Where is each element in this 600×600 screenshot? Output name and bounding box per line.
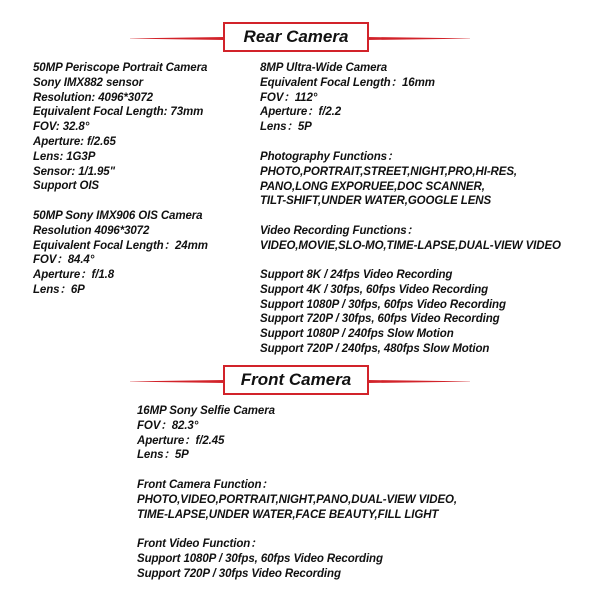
spec-line: Equivalent Focal Length：24mm	[33, 239, 208, 252]
spec-line: PANO,LONG EXPORUEE,DOC SCANNER,	[260, 180, 485, 193]
spec-line: PHOTO,PORTRAIT,STREET,NIGHT,PRO,HI-RES,	[260, 165, 517, 178]
spec-line: Support OIS	[33, 180, 99, 193]
rear-camera-banner	[0, 22, 600, 54]
spec-line: Aperture：f/2.2	[260, 106, 342, 119]
spec-line: Aperture：f/1.8	[33, 269, 115, 282]
photography-functions	[260, 150, 517, 209]
banner-right-rule	[367, 37, 470, 40]
banner-right-rule	[367, 380, 470, 383]
spec-line: Lens：5P	[260, 121, 312, 134]
spec-line: FOV：112°	[260, 91, 318, 104]
spec-line: FOV：84.4°	[33, 254, 95, 267]
spec-line: Aperture：f/2.45	[137, 434, 225, 447]
spec-line: Sensor: 1/1.95"	[33, 165, 115, 178]
banner-left-rule	[130, 380, 225, 383]
front-camera-title-box	[223, 365, 369, 395]
section-heading: Photography Functions：	[260, 151, 399, 163]
periscope-camera-specs	[33, 61, 207, 194]
spec-line: Support 720P / 30fps, 60fps Video Recording	[260, 313, 500, 326]
section-heading: Video Recording Functions：	[260, 225, 418, 237]
spec-line: 50MP Sony IMX906 OIS Camera	[33, 210, 203, 222]
front-camera-title: Front Camera	[240, 370, 352, 389]
spec-line: 50MP Periscope Portrait Camera	[33, 62, 208, 74]
spec-line: Equivalent Focal Length：16mm	[260, 76, 435, 89]
front-video-functions	[137, 537, 383, 581]
spec-line: 16MP Sony Selfie Camera	[137, 405, 275, 417]
spec-line: Support 720P / 30fps Video Recording	[137, 567, 341, 580]
video-support-list	[260, 268, 506, 357]
main-camera-specs	[33, 209, 208, 298]
spec-line: TILT-SHIFT,UNDER WATER,GOOGLE LENS	[260, 195, 492, 208]
spec-line: Support 720P / 240fps, 480fps Slow Motion	[260, 342, 490, 355]
spec-line: Lens：6P	[33, 283, 85, 296]
spec-line: 8MP Ultra-Wide Camera	[260, 62, 388, 74]
spec-line: Support 1080P / 30fps, 60fps Video Recording	[260, 298, 506, 311]
video-recording-functions	[260, 224, 561, 254]
spec-line: Support 4K / 30fps, 60fps Video Recording	[260, 283, 489, 296]
spec-line: PHOTO,VIDEO,PORTRAIT,NIGHT,PANO,DUAL-VIEW VIDEO,	[137, 493, 457, 506]
front-camera-banner	[0, 365, 600, 397]
spec-line: Resolution: 4096*3072	[33, 91, 153, 104]
spec-line: Resolution 4096*3072	[33, 224, 150, 237]
front-camera-functions	[137, 478, 457, 522]
spec-line: Sony IMX882 sensor	[33, 76, 144, 89]
spec-line: Support 1080P / 30fps, 60fps Video Recording	[137, 552, 383, 565]
ultra-wide-camera-specs	[260, 61, 435, 135]
banner-left-rule	[130, 37, 225, 40]
spec-line: Support 1080P / 240fps Slow Motion	[260, 328, 454, 341]
selfie-camera-specs	[137, 404, 275, 463]
spec-line: TIME-LAPSE,UNDER WATER,FACE BEAUTY,FILL LIGHT	[137, 508, 439, 521]
spec-line: Equivalent Focal Length: 73mm	[33, 106, 204, 119]
spec-line: Lens: 1G3P	[33, 150, 96, 163]
spec-line: FOV: 32.8°	[33, 121, 90, 134]
spec-line: Lens：5P	[137, 449, 189, 462]
spec-line: FOV：82.3°	[137, 419, 199, 432]
section-heading: Front Camera Function：	[137, 479, 273, 491]
spec-line: Support 8K / 24fps Video Recording	[260, 269, 453, 281]
spec-line: Aperture: f/2.65	[33, 135, 116, 148]
rear-camera-title: Rear Camera	[243, 27, 349, 46]
spec-line: VIDEO,MOVIE,SLO-MO,TIME-LAPSE,DUAL-VIEW VIDEO	[260, 239, 561, 252]
rear-camera-title-box	[223, 22, 369, 52]
section-heading: Front Video Function：	[137, 538, 262, 550]
